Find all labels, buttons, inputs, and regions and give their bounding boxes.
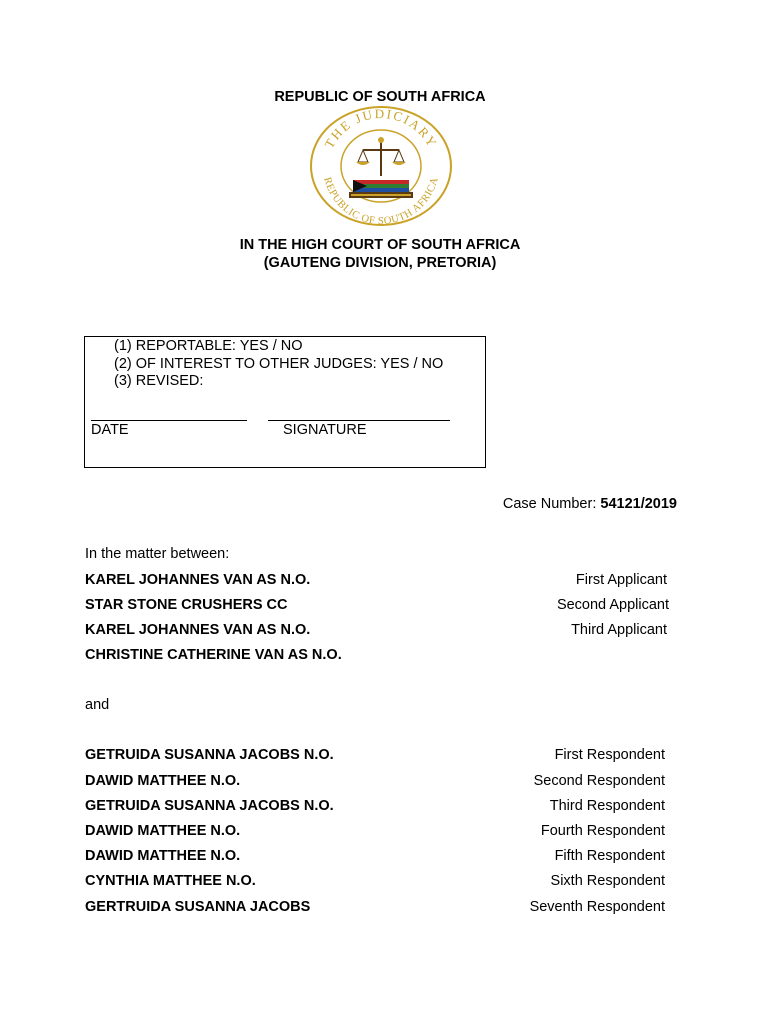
and-separator: and	[85, 697, 110, 713]
reportable-box	[84, 336, 486, 468]
respondent-role: Second Respondent	[533, 773, 665, 789]
applicant-name: STAR STONE CRUSHERS CC	[85, 597, 288, 613]
respondent-name: DAWID MATTHEE N.O.	[85, 848, 241, 864]
country-heading: REPUBLIC OF SOUTH AFRICA	[274, 89, 486, 105]
matter-intro: In the matter between:	[85, 546, 230, 562]
applicant-name: KAREL JOHANNES VAN AS N.O.	[85, 572, 311, 588]
case-number-label: Case Number:	[502, 496, 601, 512]
respondent-role: Seventh Respondent	[529, 899, 665, 915]
court-division: (GAUTENG DIVISION, PRETORIA)	[263, 255, 497, 271]
respondent-role: Fifth Respondent	[554, 848, 665, 864]
applicant-name: KAREL JOHANNES VAN AS N.O.	[85, 622, 311, 638]
respondent-name: DAWID MATTHEE N.O.	[85, 773, 241, 789]
respondent-name: DAWID MATTHEE N.O.	[85, 823, 241, 839]
interest-line: (2) OF INTEREST TO OTHER JUDGES: YES / NO	[114, 356, 444, 372]
judiciary-seal-icon	[309, 106, 453, 228]
date-rule	[91, 420, 247, 421]
respondent-role: First Respondent	[554, 747, 665, 763]
case-number	[503, 496, 677, 512]
respondent-name: GETRUIDA SUSANNA JACOBS N.O.	[85, 798, 334, 814]
reportable-line: (1) REPORTABLE: YES / NO	[114, 338, 303, 354]
svg-text:THE JUDICIARY: THE JUDICIARY	[321, 106, 441, 151]
signature-rule	[268, 420, 450, 421]
respondent-name: GETRUIDA SUSANNA JACOBS N.O.	[85, 747, 334, 763]
applicant-role: Third Applicant	[571, 622, 667, 638]
applicant-role: First Applicant	[575, 572, 667, 588]
respondent-role: Third Respondent	[549, 798, 665, 814]
respondent-role: Sixth Respondent	[550, 873, 665, 889]
applicant-role: Second Applicant	[556, 597, 669, 613]
court-name: IN THE HIGH COURT OF SOUTH AFRICA	[239, 237, 521, 253]
respondent-name: CYNTHIA MATTHEE N.O.	[85, 873, 256, 889]
signature-label: SIGNATURE	[283, 422, 367, 438]
svg-text:REPUBLIC OF SOUTH AFRICA: REPUBLIC OF SOUTH AFRICA	[321, 176, 441, 228]
case-number-value: 54121/2019	[600, 496, 677, 512]
respondent-name: GERTRUIDA SUSANNA JACOBS	[85, 899, 311, 915]
applicant-name: CHRISTINE CATHERINE VAN AS N.O.	[85, 647, 342, 663]
revised-line: (3) REVISED:	[114, 373, 204, 389]
respondent-role: Fourth Respondent	[540, 823, 665, 839]
date-label: DATE	[91, 422, 129, 438]
